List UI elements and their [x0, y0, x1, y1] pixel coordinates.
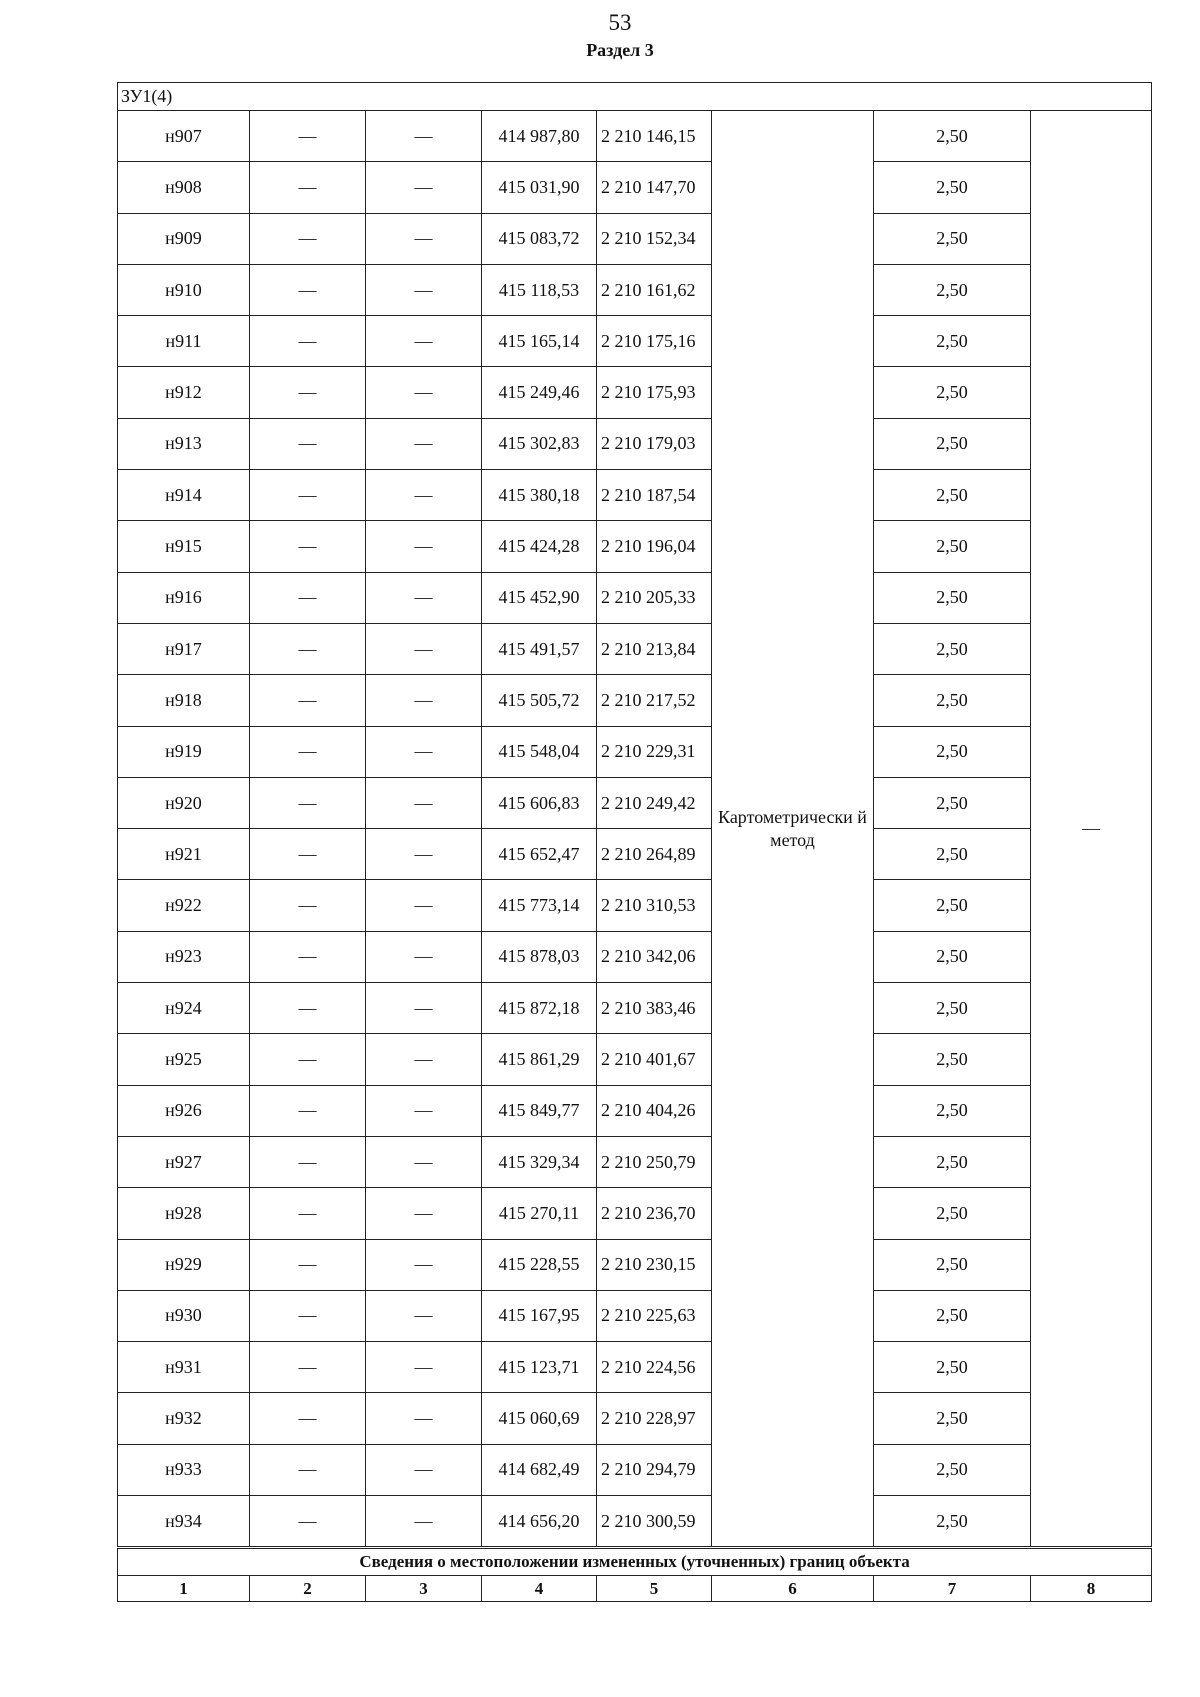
dash-cell: —	[250, 470, 366, 521]
dash-cell: —	[250, 1034, 366, 1085]
table-row	[118, 880, 1152, 931]
dash-cell: —	[250, 777, 366, 828]
accuracy-cell: 2,50	[874, 931, 1031, 982]
point-name-cell: н920	[118, 777, 250, 828]
dash-cell: —	[250, 623, 366, 674]
table-row	[118, 470, 1152, 521]
dash-cell: —	[366, 1444, 482, 1495]
accuracy-cell: 2,50	[874, 1290, 1031, 1341]
zone-label: ЗУ1(4)	[118, 83, 1152, 111]
accuracy-cell: 2,50	[874, 675, 1031, 726]
point-name-cell: н913	[118, 418, 250, 469]
dash-cell: —	[366, 572, 482, 623]
y-coordinate-cell: 2 210 401,67	[597, 1034, 712, 1085]
x-coordinate-cell: 415 380,18	[482, 470, 597, 521]
y-coordinate-cell: 2 210 225,63	[597, 1290, 712, 1341]
table-row	[118, 1188, 1152, 1239]
point-name-cell: н911	[118, 316, 250, 367]
dash-cell: —	[366, 623, 482, 674]
dash-cell: —	[366, 829, 482, 880]
column-index-cell: 1	[118, 1576, 250, 1602]
point-name-cell: н916	[118, 572, 250, 623]
dash-cell: —	[250, 829, 366, 880]
column-index-cell: 2	[250, 1576, 366, 1602]
column-index-cell: 7	[874, 1576, 1031, 1602]
x-coordinate-cell: 415 861,29	[482, 1034, 597, 1085]
x-coordinate-cell: 415 505,72	[482, 675, 597, 726]
table-row	[118, 1085, 1152, 1136]
y-coordinate-cell: 2 210 196,04	[597, 521, 712, 572]
table-row	[118, 675, 1152, 726]
point-name-cell: н933	[118, 1444, 250, 1495]
point-name-cell: н923	[118, 931, 250, 982]
accuracy-cell: 2,50	[874, 623, 1031, 674]
caption-row	[118, 1548, 1152, 1576]
y-coordinate-cell: 2 210 404,26	[597, 1085, 712, 1136]
accuracy-cell: 2,50	[874, 111, 1031, 162]
x-coordinate-cell: 415 118,53	[482, 264, 597, 315]
dash-cell: —	[250, 162, 366, 213]
x-coordinate-cell: 415 165,14	[482, 316, 597, 367]
section-title: Раздел 3	[586, 40, 654, 60]
table-row	[118, 1239, 1152, 1290]
y-coordinate-cell: 2 210 179,03	[597, 418, 712, 469]
y-coordinate-cell: 2 210 230,15	[597, 1239, 712, 1290]
dash-cell: —	[366, 726, 482, 777]
y-coordinate-cell: 2 210 224,56	[597, 1342, 712, 1393]
y-coordinate-cell: 2 210 236,70	[597, 1188, 712, 1239]
point-name-cell: н924	[118, 983, 250, 1034]
column-index-cell: 5	[597, 1576, 712, 1602]
table-row	[118, 623, 1152, 674]
point-name-cell: н918	[118, 675, 250, 726]
y-coordinate-cell: 2 210 249,42	[597, 777, 712, 828]
x-coordinate-cell: 415 773,14	[482, 880, 597, 931]
x-coordinate-cell: 414 682,49	[482, 1444, 597, 1495]
table-row	[118, 829, 1152, 880]
column-index-cell: 8	[1031, 1576, 1152, 1602]
table-row	[118, 1496, 1152, 1548]
dash-cell: —	[250, 572, 366, 623]
table-row	[118, 983, 1152, 1034]
table-body	[118, 83, 1152, 1602]
x-coordinate-cell: 415 424,28	[482, 521, 597, 572]
point-name-cell: н922	[118, 880, 250, 931]
table-row	[118, 726, 1152, 777]
table-row	[118, 316, 1152, 367]
point-name-cell: н919	[118, 726, 250, 777]
point-name-cell: н934	[118, 1496, 250, 1548]
page-number: 53	[608, 10, 632, 35]
dash-cell: —	[366, 1290, 482, 1341]
coordinates-table	[117, 82, 1152, 1602]
dash-cell: —	[366, 367, 482, 418]
dash-cell: —	[250, 1393, 366, 1444]
point-name-cell: н909	[118, 213, 250, 264]
dash-cell: —	[366, 777, 482, 828]
dash-cell: —	[366, 1188, 482, 1239]
accuracy-cell: 2,50	[874, 470, 1031, 521]
x-coordinate-cell: 415 329,34	[482, 1136, 597, 1187]
dash-cell: —	[250, 1239, 366, 1290]
x-coordinate-cell: 415 031,90	[482, 162, 597, 213]
accuracy-cell: 2,50	[874, 1188, 1031, 1239]
accuracy-cell: 2,50	[874, 162, 1031, 213]
accuracy-cell: 2,50	[874, 1342, 1031, 1393]
x-coordinate-cell: 415 878,03	[482, 931, 597, 982]
table-row	[118, 418, 1152, 469]
zone-row	[118, 83, 1152, 111]
dash-cell: —	[250, 1290, 366, 1341]
dash-cell: —	[366, 162, 482, 213]
table-row	[118, 1136, 1152, 1187]
dash-cell: —	[366, 213, 482, 264]
dash-cell: —	[366, 521, 482, 572]
accuracy-cell: 2,50	[874, 1085, 1031, 1136]
x-coordinate-cell: 415 270,11	[482, 1188, 597, 1239]
accuracy-cell: 2,50	[874, 829, 1031, 880]
dash-cell: —	[250, 521, 366, 572]
y-coordinate-cell: 2 210 383,46	[597, 983, 712, 1034]
table-row	[118, 1034, 1152, 1085]
y-coordinate-cell: 2 210 161,62	[597, 264, 712, 315]
y-coordinate-cell: 2 210 294,79	[597, 1444, 712, 1495]
dash-cell: —	[250, 213, 366, 264]
dash-cell: —	[250, 1444, 366, 1495]
dash-cell: —	[366, 1496, 482, 1548]
column-index-cell: 6	[712, 1576, 874, 1602]
point-name-cell: н927	[118, 1136, 250, 1187]
accuracy-cell: 2,50	[874, 264, 1031, 315]
column-index-cell: 4	[482, 1576, 597, 1602]
accuracy-cell: 2,50	[874, 1136, 1031, 1187]
dash-cell: —	[366, 1034, 482, 1085]
dash-cell: —	[250, 316, 366, 367]
y-coordinate-cell: 2 210 342,06	[597, 931, 712, 982]
accuracy-cell: 2,50	[874, 572, 1031, 623]
x-coordinate-cell: 415 452,90	[482, 572, 597, 623]
x-coordinate-cell: 415 083,72	[482, 213, 597, 264]
last-column-cell: —	[1031, 111, 1152, 1548]
point-name-cell: н926	[118, 1085, 250, 1136]
dash-cell: —	[366, 264, 482, 315]
dash-cell: —	[366, 880, 482, 931]
point-name-cell: н921	[118, 829, 250, 880]
point-name-cell: н930	[118, 1290, 250, 1341]
y-coordinate-cell: 2 210 175,16	[597, 316, 712, 367]
table-row	[118, 1444, 1152, 1495]
dash-cell: —	[366, 316, 482, 367]
accuracy-cell: 2,50	[874, 880, 1031, 931]
dash-cell: —	[250, 880, 366, 931]
accuracy-cell: 2,50	[874, 316, 1031, 367]
y-coordinate-cell: 2 210 217,52	[597, 675, 712, 726]
dash-cell: —	[250, 111, 366, 162]
point-name-cell: н929	[118, 1239, 250, 1290]
accuracy-cell: 2,50	[874, 777, 1031, 828]
accuracy-cell: 2,50	[874, 983, 1031, 1034]
y-coordinate-cell: 2 210 229,31	[597, 726, 712, 777]
point-name-cell: н928	[118, 1188, 250, 1239]
dash-cell: —	[250, 1342, 366, 1393]
x-coordinate-cell: 415 872,18	[482, 983, 597, 1034]
dash-cell: —	[366, 1393, 482, 1444]
y-coordinate-cell: 2 210 213,84	[597, 623, 712, 674]
x-coordinate-cell: 415 249,46	[482, 367, 597, 418]
accuracy-cell: 2,50	[874, 1034, 1031, 1085]
y-coordinate-cell: 2 210 152,34	[597, 213, 712, 264]
accuracy-cell: 2,50	[874, 1239, 1031, 1290]
dash-cell: —	[366, 675, 482, 726]
y-coordinate-cell: 2 210 187,54	[597, 470, 712, 521]
x-coordinate-cell: 414 987,80	[482, 111, 597, 162]
table-row	[118, 777, 1152, 828]
y-coordinate-cell: 2 210 300,59	[597, 1496, 712, 1548]
dash-cell: —	[250, 1085, 366, 1136]
point-name-cell: н925	[118, 1034, 250, 1085]
accuracy-cell: 2,50	[874, 213, 1031, 264]
table-row	[118, 572, 1152, 623]
accuracy-cell: 2,50	[874, 726, 1031, 777]
table-row	[118, 1342, 1152, 1393]
dash-cell: —	[250, 675, 366, 726]
column-index-cell: 3	[366, 1576, 482, 1602]
x-coordinate-cell: 415 302,83	[482, 418, 597, 469]
table-row	[118, 367, 1152, 418]
x-coordinate-cell: 415 548,04	[482, 726, 597, 777]
accuracy-cell: 2,50	[874, 1496, 1031, 1548]
y-coordinate-cell: 2 210 146,15	[597, 111, 712, 162]
point-name-cell: н907	[118, 111, 250, 162]
accuracy-cell: 2,50	[874, 367, 1031, 418]
accuracy-cell: 2,50	[874, 1444, 1031, 1495]
point-name-cell: н915	[118, 521, 250, 572]
table-row	[118, 162, 1152, 213]
table-row	[118, 1393, 1152, 1444]
point-name-cell: н914	[118, 470, 250, 521]
dash-cell: —	[250, 1188, 366, 1239]
y-coordinate-cell: 2 210 205,33	[597, 572, 712, 623]
dash-cell: —	[250, 367, 366, 418]
table-row	[118, 111, 1152, 162]
x-coordinate-cell: 415 228,55	[482, 1239, 597, 1290]
x-coordinate-cell: 415 123,71	[482, 1342, 597, 1393]
x-coordinate-cell: 415 606,83	[482, 777, 597, 828]
dash-cell: —	[366, 1136, 482, 1187]
x-coordinate-cell: 415 167,95	[482, 1290, 597, 1341]
y-coordinate-cell: 2 210 250,79	[597, 1136, 712, 1187]
point-name-cell: н910	[118, 264, 250, 315]
dash-cell: —	[366, 1085, 482, 1136]
point-name-cell: н932	[118, 1393, 250, 1444]
x-coordinate-cell: 415 849,77	[482, 1085, 597, 1136]
y-coordinate-cell: 2 210 264,89	[597, 829, 712, 880]
accuracy-cell: 2,50	[874, 521, 1031, 572]
y-coordinate-cell: 2 210 175,93	[597, 367, 712, 418]
dash-cell: —	[366, 931, 482, 982]
dash-cell: —	[366, 1342, 482, 1393]
x-coordinate-cell: 415 652,47	[482, 829, 597, 880]
y-coordinate-cell: 2 210 310,53	[597, 880, 712, 931]
method-cell: Картометрически й метод	[712, 111, 874, 1548]
table-row	[118, 264, 1152, 315]
table-caption: Сведения о местоположении измененных (уточненных) границ объекта	[118, 1548, 1152, 1576]
dash-cell: —	[366, 418, 482, 469]
y-coordinate-cell: 2 210 228,97	[597, 1393, 712, 1444]
point-name-cell: н908	[118, 162, 250, 213]
column-index-row	[118, 1576, 1152, 1602]
dash-cell: —	[250, 418, 366, 469]
point-name-cell: н917	[118, 623, 250, 674]
table-row	[118, 521, 1152, 572]
dash-cell: —	[366, 983, 482, 1034]
accuracy-cell: 2,50	[874, 418, 1031, 469]
x-coordinate-cell: 415 060,69	[482, 1393, 597, 1444]
table-row	[118, 213, 1152, 264]
table-row	[118, 931, 1152, 982]
accuracy-cell: 2,50	[874, 1393, 1031, 1444]
dash-cell: —	[366, 470, 482, 521]
table-row	[118, 1290, 1152, 1341]
dash-cell: —	[250, 1496, 366, 1548]
point-name-cell: н931	[118, 1342, 250, 1393]
dash-cell: —	[250, 726, 366, 777]
x-coordinate-cell: 414 656,20	[482, 1496, 597, 1548]
y-coordinate-cell: 2 210 147,70	[597, 162, 712, 213]
dash-cell: —	[366, 1239, 482, 1290]
point-name-cell: н912	[118, 367, 250, 418]
dash-cell: —	[250, 1136, 366, 1187]
dash-cell: —	[250, 931, 366, 982]
dash-cell: —	[250, 983, 366, 1034]
x-coordinate-cell: 415 491,57	[482, 623, 597, 674]
dash-cell: —	[250, 264, 366, 315]
dash-cell: —	[366, 111, 482, 162]
